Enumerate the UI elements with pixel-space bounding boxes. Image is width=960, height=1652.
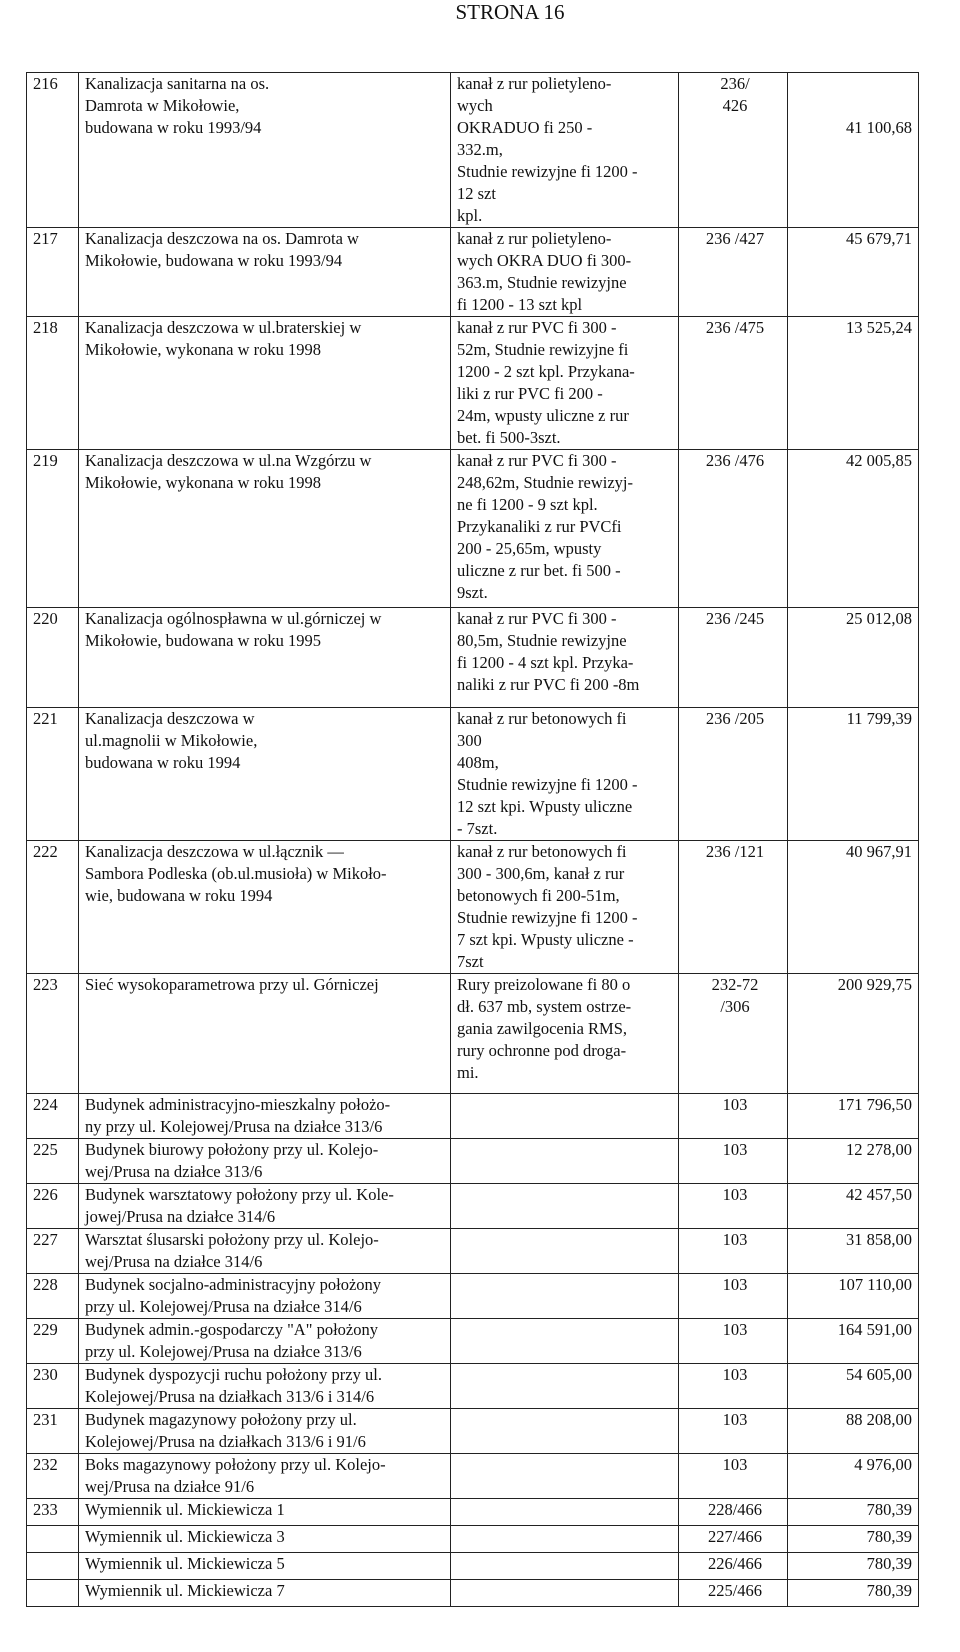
item-value: 25 012,08 xyxy=(788,608,919,708)
item-number: 218 xyxy=(27,317,79,450)
item-description xyxy=(451,1094,679,1139)
item-value: 13 525,24 xyxy=(788,317,919,450)
plot-number: 236 /476 xyxy=(679,450,788,608)
plot-number: 103 xyxy=(679,1184,788,1229)
item-number: 221 xyxy=(27,708,79,841)
item-name: Budynek socjalno-administracyjny położony przy ul. Kolejowej/Prusa na działce 314/6 xyxy=(79,1274,451,1319)
item-name: Wymiennik ul. Mickiewicza 5 xyxy=(79,1553,451,1580)
table-row xyxy=(27,974,919,1094)
item-number xyxy=(27,1580,79,1607)
item-description xyxy=(451,1499,679,1526)
table-row xyxy=(27,1499,919,1526)
item-number: 230 xyxy=(27,1364,79,1409)
item-number: 231 xyxy=(27,1409,79,1454)
item-description xyxy=(451,1526,679,1553)
item-number: 222 xyxy=(27,841,79,974)
table-row xyxy=(27,1580,919,1607)
item-name: Budynek admin.-gospodarczy "A" położony przy ul. Kolejowej/Prusa na działce 313/6 xyxy=(79,1319,451,1364)
item-value: 54 605,00 xyxy=(788,1364,919,1409)
item-description xyxy=(451,1229,679,1274)
item-value: 171 796,50 xyxy=(788,1094,919,1139)
item-value: 88 208,00 xyxy=(788,1409,919,1454)
table-body xyxy=(27,73,919,1607)
plot-number: 103 xyxy=(679,1094,788,1139)
table-row xyxy=(27,1094,919,1139)
item-number: 227 xyxy=(27,1229,79,1274)
table-row xyxy=(27,1454,919,1499)
item-value: 4 976,00 xyxy=(788,1454,919,1499)
item-number: 224 xyxy=(27,1094,79,1139)
plot-number: 236 /475 xyxy=(679,317,788,450)
item-value: 780,39 xyxy=(788,1580,919,1607)
plot-number: 225/466 xyxy=(679,1580,788,1607)
plot-number: 236 /245 xyxy=(679,608,788,708)
item-name: Kanalizacja deszczowa w ul.braterskiej w Mikołowie, wykonana w roku 1998 xyxy=(79,317,451,450)
plot-number: 103 xyxy=(679,1319,788,1364)
item-description xyxy=(451,1553,679,1580)
item-name: Kanalizacja deszczowa w ul.łącznik — Sambora Podleska (ob.ul.musioła) w Mikoło- wie, budowana w roku 1994 xyxy=(79,841,451,974)
item-name: Wymiennik ul. Mickiewicza 3 xyxy=(79,1526,451,1553)
item-number: 233 xyxy=(27,1499,79,1526)
item-description: Rury preizolowane fi 80 o dł. 637 mb, system ostrze- gania zawilgocenia RMS, rury ochronne pod droga- mi. xyxy=(451,974,679,1094)
table-row xyxy=(27,708,919,841)
item-name: Kanalizacja sanitarna na os. Damrota w Mikołowie, budowana w roku 1993/94 xyxy=(79,73,451,228)
item-number: 223 xyxy=(27,974,79,1094)
item-description xyxy=(451,1184,679,1229)
item-number: 225 xyxy=(27,1139,79,1184)
table-row xyxy=(27,228,919,317)
table-row xyxy=(27,608,919,708)
plot-number: 236 /427 xyxy=(679,228,788,317)
item-description: kanał z rur betonowych fi 300 - 300,6m, kanał z rur betonowych fi 200-51m, Studnie rewizyjne fi 1200 - 7 szt kpi. Wpusty uliczne - 7szt xyxy=(451,841,679,974)
item-value: 42 005,85 xyxy=(788,450,919,608)
item-description: kanał z rur polietyleno- wych OKRA DUO fi 300- 363.m, Studnie rewizyjne fi 1200 - 13 szt kpl xyxy=(451,228,679,317)
plot-number: 236 /121 xyxy=(679,841,788,974)
item-number: 232 xyxy=(27,1454,79,1499)
plot-number: 236/ 426 xyxy=(679,73,788,228)
item-value: 107 110,00 xyxy=(788,1274,919,1319)
item-description xyxy=(451,1274,679,1319)
item-value: 12 278,00 xyxy=(788,1139,919,1184)
item-name: Kanalizacja ogólnospławna w ul.górniczej w Mikołowie, budowana w roku 1995 xyxy=(79,608,451,708)
item-value: 31 858,00 xyxy=(788,1229,919,1274)
table-row xyxy=(27,450,919,608)
item-description xyxy=(451,1454,679,1499)
item-name: Sieć wysokoparametrowa przy ul. Górniczej xyxy=(79,974,451,1094)
item-name: Budynek dyspozycji ruchu położony przy ul. Kolejowej/Prusa na działkach 313/6 i 314/6 xyxy=(79,1364,451,1409)
table-row xyxy=(27,1139,919,1184)
plot-number: 232-72 /306 xyxy=(679,974,788,1094)
item-value: 41 100,68 xyxy=(788,73,919,228)
item-description: kanał z rur polietyleno- wych OKRADUO fi 250 - 332.m, Studnie rewizyjne fi 1200 - 12 szt kpl. xyxy=(451,73,679,228)
item-description xyxy=(451,1319,679,1364)
item-value: 40 967,91 xyxy=(788,841,919,974)
item-description: kanał z rur PVC fi 300 - 80,5m, Studnie rewizyjne fi 1200 - 4 szt kpl. Przyka- naliki z rur PVC fi 200 -8m xyxy=(451,608,679,708)
item-number: 228 xyxy=(27,1274,79,1319)
item-number: 219 xyxy=(27,450,79,608)
table-row xyxy=(27,1409,919,1454)
item-name: Budynek biurowy położony przy ul. Kolejo- wej/Prusa na działce 313/6 xyxy=(79,1139,451,1184)
item-value: 42 457,50 xyxy=(788,1184,919,1229)
plot-number: 103 xyxy=(679,1454,788,1499)
page-number-label: STRONA 16 xyxy=(455,0,565,24)
item-name: Budynek magazynowy położony przy ul. Kolejowej/Prusa na działkach 313/6 i 91/6 xyxy=(79,1409,451,1454)
plot-number: 103 xyxy=(679,1409,788,1454)
item-number: 216 xyxy=(27,73,79,228)
item-description: kanał z rur betonowych fi 300 408m, Studnie rewizyjne fi 1200 - 12 szt kpi. Wpusty uliczne - 7szt. xyxy=(451,708,679,841)
item-value: 780,39 xyxy=(788,1499,919,1526)
item-number: 217 xyxy=(27,228,79,317)
item-description xyxy=(451,1139,679,1184)
page-header xyxy=(0,0,960,40)
plot-number: 103 xyxy=(679,1364,788,1409)
item-value: 200 929,75 xyxy=(788,974,919,1094)
item-description xyxy=(451,1409,679,1454)
item-name: Warsztat ślusarski położony przy ul. Kolejo- wej/Prusa na działce 314/6 xyxy=(79,1229,451,1274)
item-number xyxy=(27,1526,79,1553)
item-name: Budynek administracyjno-mieszkalny położo- ny przy ul. Kolejowej/Prusa na działce 313/6 xyxy=(79,1094,451,1139)
table-row xyxy=(27,73,919,228)
item-value: 780,39 xyxy=(788,1526,919,1553)
table-row xyxy=(27,1364,919,1409)
item-value: 45 679,71 xyxy=(788,228,919,317)
table-row xyxy=(27,1553,919,1580)
plot-number: 103 xyxy=(679,1274,788,1319)
plot-number: 226/466 xyxy=(679,1553,788,1580)
item-value: 780,39 xyxy=(788,1553,919,1580)
plot-number: 227/466 xyxy=(679,1526,788,1553)
table-row xyxy=(27,1184,919,1229)
plot-number: 228/466 xyxy=(679,1499,788,1526)
item-name: Wymiennik ul. Mickiewicza 7 xyxy=(79,1580,451,1607)
item-description: kanał z rur PVC fi 300 - 52m, Studnie rewizyjne fi 1200 - 2 szt kpl. Przykana- liki z rur PVC fi 200 - 24m, wpusty uliczne z rur bet. fi 500-3szt. xyxy=(451,317,679,450)
item-name: Wymiennik ul. Mickiewicza 1 xyxy=(79,1499,451,1526)
item-description: kanał z rur PVC fi 300 - 248,62m, Studnie rewizyj- ne fi 1200 - 9 szt kpl. Przykanaliki z rur PVCfi 200 - 25,65m, wpusty uliczne z rur bet. fi 500 - 9szt. xyxy=(451,450,679,608)
asset-register-table xyxy=(26,72,919,1607)
item-name: Budynek warsztatowy położony przy ul. Kole- jowej/Prusa na działce 314/6 xyxy=(79,1184,451,1229)
plot-number: 103 xyxy=(679,1139,788,1184)
table-row xyxy=(27,1229,919,1274)
item-description xyxy=(451,1364,679,1409)
item-name: Boks magazynowy położony przy ul. Kolejo- wej/Prusa na działce 91/6 xyxy=(79,1454,451,1499)
table-row xyxy=(27,1526,919,1553)
item-description xyxy=(451,1580,679,1607)
item-name: Kanalizacja deszczowa w ul.magnolii w Mikołowie, budowana w roku 1994 xyxy=(79,708,451,841)
item-value: 164 591,00 xyxy=(788,1319,919,1364)
table-row xyxy=(27,317,919,450)
item-number: 226 xyxy=(27,1184,79,1229)
item-number xyxy=(27,1553,79,1580)
table-row xyxy=(27,1274,919,1319)
plot-number: 236 /205 xyxy=(679,708,788,841)
item-number: 220 xyxy=(27,608,79,708)
item-number: 229 xyxy=(27,1319,79,1364)
item-name: Kanalizacja deszczowa w ul.na Wzgórzu w Mikołowie, wykonana w roku 1998 xyxy=(79,450,451,608)
plot-number: 103 xyxy=(679,1229,788,1274)
item-value: 11 799,39 xyxy=(788,708,919,841)
table-row xyxy=(27,841,919,974)
item-name: Kanalizacja deszczowa na os. Damrota w Mikołowie, budowana w roku 1993/94 xyxy=(79,228,451,317)
table-row xyxy=(27,1319,919,1364)
